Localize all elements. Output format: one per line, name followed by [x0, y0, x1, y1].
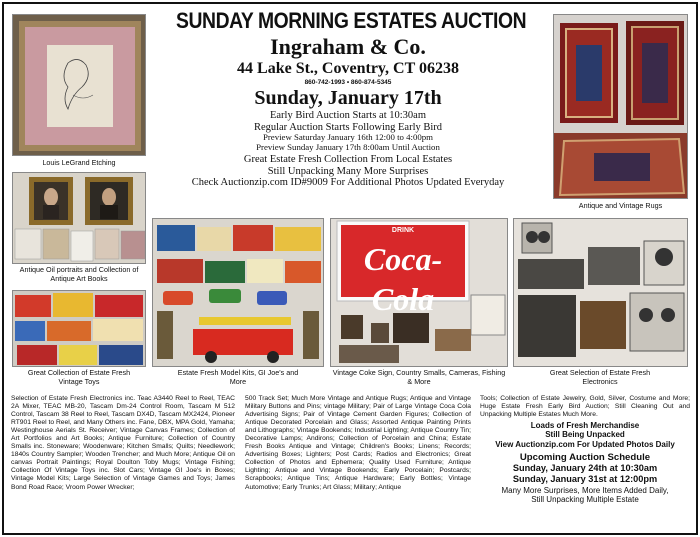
etching-image — [13, 15, 146, 156]
etching-photo — [12, 14, 146, 156]
coke-caption: Vintage Coke Sign, Country Smalls, Cameras, Fishing & More — [332, 368, 506, 386]
auctionzip-line: Check Auctionzip.com ID#9009 For Additional Photos Updated Everyday — [191, 177, 505, 188]
company-address: 44 Lake St., Coventry, CT 06238 — [237, 60, 459, 77]
toys-photo — [12, 290, 146, 367]
preview-line-2: Preview Sunday January 17th 8:00am Until Auction — [256, 141, 440, 152]
toys-caption: Great Collection of Estate Fresh Vintage Toys — [27, 368, 131, 386]
company-phones: 860-742-1993 • 860-874-5345 — [304, 79, 392, 86]
still-unpacking-line: Still Being Unpacked — [545, 430, 625, 440]
coke-sign-drink: DRINK — [391, 227, 415, 234]
coke-photo — [330, 218, 508, 367]
items-column-2: 500 Track Set; Much More Vintage and Antique Rugs; Antique and Vintage Military Buttons and Pins; vintage Military; Pair of Large Vintage Coca Cola Advertising Signs; Pair of Vintage Cement Garden Figures; Collection of Antique Decorated Porcelain and Glass; Assorted Antique Painting Prints and Lithographs; Vintage Bookends; Industrial Lighting; Antique Country Tin; Decorative Lamps; Andirons; Collection of Porcelain and China; Estate Fresh Books Antique and Vintage; Children's Books; Linens; Records; Advertising Boxes; Lighters; Post Cards; Radios and Electronics; Great Collection of Photos and Ephemera; Quality Used Furniture; Antique Lighting; Antique and Vintage Bookends; Early Porcelain; Postcards; Scrapbooks; Antique Tins; Antique Hardware; Early Bottles; Vintage Automotive; Early Trunks; Art Glass; Military; Antique — [245, 395, 471, 491]
portraits-image — [13, 173, 146, 264]
company-name: Ingraham & Co. — [270, 34, 426, 59]
model-kits-photo — [152, 218, 324, 367]
items-column-3: Tools; Collection of Estate Jewelry, Gold, Silver, Costume and More; Huge Estate Fresh Early Bird Auction; Still Cleaning Out and Unpacking Multiple Estates Much More. — [480, 395, 690, 419]
auction-date: Sunday, January 17th — [254, 87, 442, 109]
auction-header — [148, 8, 548, 189]
loads-line: Loads of Fresh Merchandise — [530, 421, 640, 431]
toys-image — [13, 291, 146, 367]
rugs-caption: Antique and Vintage Rugs — [578, 201, 663, 210]
electronics-image — [514, 219, 688, 367]
regular-auction-line: Regular Auction Starts Following Early Bird — [253, 121, 443, 133]
model-kits-image — [153, 219, 324, 367]
multiple-estate-line: Still Unpacking Multiple Estate — [531, 494, 639, 504]
auction-title: SUNDAY MORNING ESTATES AUCTION — [176, 8, 527, 33]
surprises-line: Many More Surprises, More Items Added Daily, — [501, 485, 669, 495]
rugs-photo — [553, 14, 688, 199]
view-auctionzip-line: View Auctionzip.com For Updated Photos Daily — [495, 439, 675, 449]
portraits-photo — [12, 172, 146, 264]
schedule-date-2: Sunday, January 31st at 12:00pm — [512, 473, 658, 484]
estate-collection-line: Great Estate Fresh Collection From Local Estates — [243, 154, 453, 165]
etching-caption: Louis LeGrand Etching — [42, 158, 116, 167]
portraits-caption: Antique Oil portraits and Collection of Antique Art Books — [19, 265, 139, 283]
model-kits-caption: Estate Fresh Model Kits, GI Joe's and More — [177, 368, 299, 386]
early-bird-line: Early Bird Auction Starts at 10:30am — [269, 110, 427, 121]
schedule-heading: Upcoming Auction Schedule — [519, 451, 651, 463]
coke-sign-logo: Coca-Cola — [363, 241, 443, 317]
rugs-image — [554, 15, 688, 199]
schedule-column — [480, 395, 690, 504]
items-column-1: Selection of Estate Fresh Electronics inc. Teac A3440 Reel to Reel, TEAC 2A Mixer, TEAC MB-20, Tascam Dm-24 Control Room, Tascam M 512 Control, Tascam 38 Reel to Reel, Tascam DX4D, Tascam MX2424, Pioneer RT901 Reel to Reel, and Many Others inc. Fane, DBX, MPA Gold, Yamaha; Westinghouse Aerials St. Receiver; Vintage Canvas Frames; Collection of Art Portfolios and Art Books; Antique Furniture; Collection of Country Smalls inc. Stoneware; Woodenware; Kitchen Smalls; Quilts; Needlework; 1840s Country Sampler; Wooden Trencher; and Much More; Antique Oil on canvas Portrait Paintings; Royal Doulton Toby Mugs; Vintage Fishing; Collection Of Vintage Toys inc. Slot Cars; Vintage GI Joe's in Boxes; Vintage Model Kits; Large Selection of Vintage Games and Toys; James Bond Road Race; Vroom Power Wrecker; — [11, 395, 235, 491]
unpacking-line: Still Unpacking Many More Surprises — [267, 165, 429, 177]
schedule-date-1: Sunday, January 24th at 10:30am — [512, 462, 658, 473]
electronics-caption: Great Selection of Estate Fresh Electronics — [549, 368, 651, 386]
preview-line-1: Preview Saturday January 16th 12:00 to 4:00pm — [262, 132, 434, 142]
electronics-photo — [513, 218, 688, 367]
